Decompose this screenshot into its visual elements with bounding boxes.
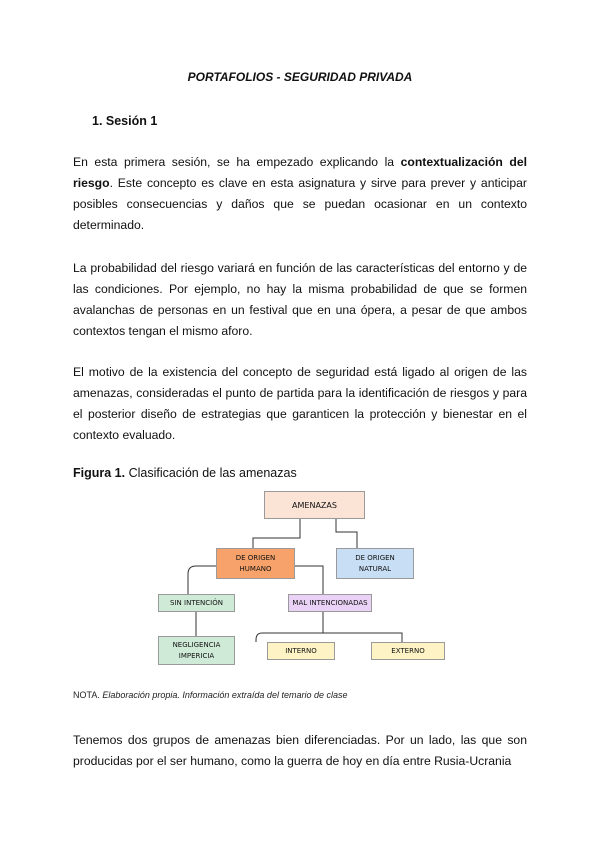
paragraph-4: Tenemos dos grupos de amenazas bien diferenciadas. Por un lado, las que son producidas por el ser humano, como la guerra de hoy en día entre Rusia-Ucrania [73,733,527,768]
paragraph-1-text-end: . Este concepto es clave en esta asignatura y sirve para prever y anticipar posibles consecuencias y daños que se puedan ocasionar en un contexto determinado. [73,176,527,232]
node-internal: INTERNO [267,642,335,660]
paragraph-1-text: En esta primera sesión, se ha empezado explicando la [73,155,401,169]
paragraph-1-bold: contextualización del riesgo [73,155,527,190]
figure-note [73,690,347,700]
node-human-origin: DE ORIGEN HUMANO [216,548,295,579]
node-unintentional: SIN INTENCIÓN [158,594,235,612]
figure-caption-label: Figura 1. [73,466,126,480]
figure-note-text: Elaboración propia. Información extraída del temario de clase [99,690,348,700]
node-intentional: MAL INTENCIONADAS [288,594,372,612]
node-threats: AMENAZAS [264,491,365,519]
paragraph-3: El motivo de la existencia del concepto de seguridad está ligado al origen de las amenazas, consideradas el punto de partida para la identificación de riesgos y para el posterior diseño de estrategias que garanticen la protección y bienestar en el contexto evaluado. [73,365,527,442]
node-negligence: NEGLIGENCIA IMPERICIA [158,636,235,665]
figure-note-label: NOTA. [73,690,100,700]
figure-caption-text: Clasificación de las amenazas [125,466,297,480]
section-heading: 1. Sesión 1 [92,114,158,128]
document-title: PORTAFOLIOS - SEGURIDAD PRIVADA [187,70,413,84]
paragraph-2: La probabilidad del riesgo variará en función de las características del entorno y de las condiciones. Por ejemplo, no hay la misma probabilidad de que se formen avalanchas de personas en un festival que en una ópera, a pesar de que ambos contextos tengan el mismo aforo. [73,261,527,338]
node-external: EXTERNO [371,642,445,660]
node-natural-origin: DE ORIGEN NATURAL [336,548,414,579]
